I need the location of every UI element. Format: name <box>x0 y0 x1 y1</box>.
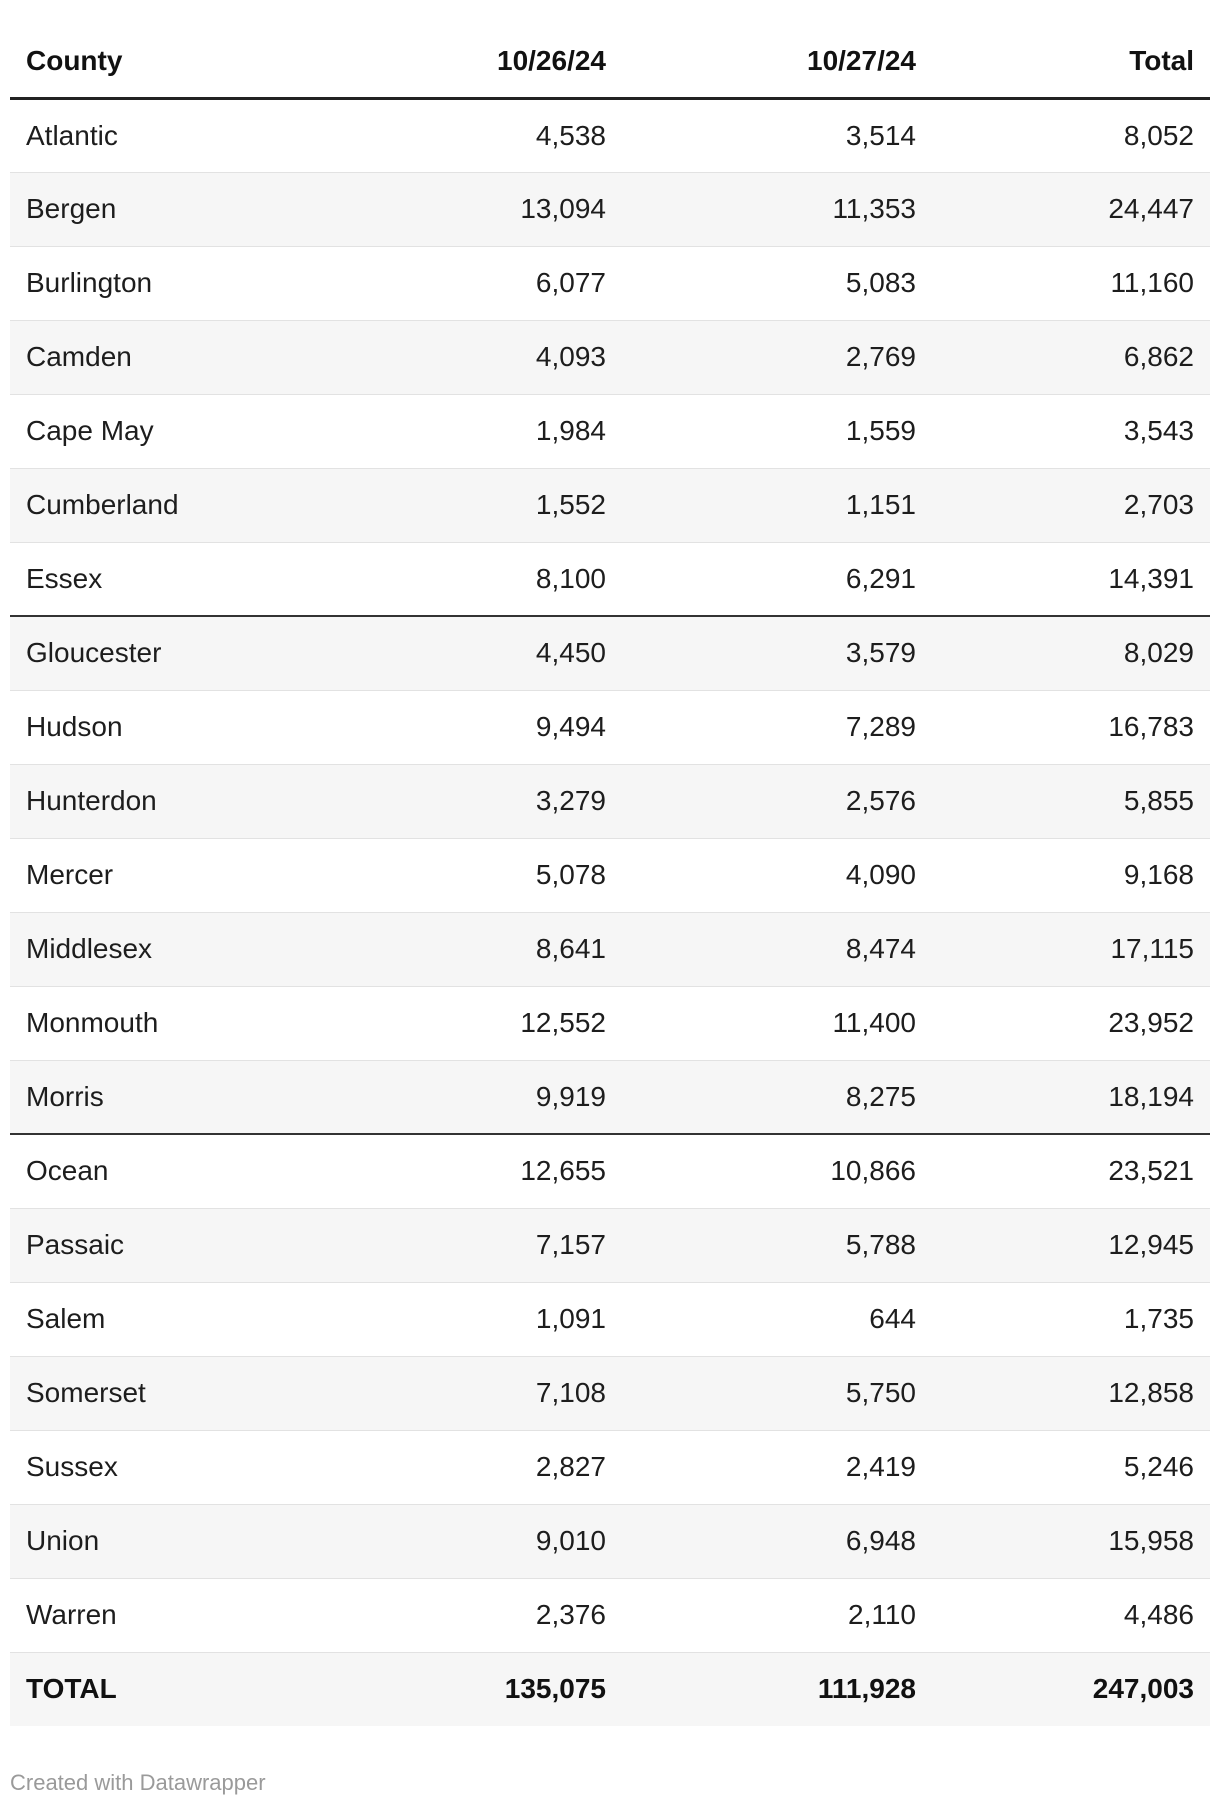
table-row <box>10 1430 1210 1504</box>
data-table <box>10 26 1210 1726</box>
cell-total: 15,958 <box>932 1504 1210 1578</box>
cell-total: 14,391 <box>932 542 1210 616</box>
cell-date-1: 6,077 <box>313 246 622 320</box>
cell-total: 23,521 <box>932 1134 1210 1208</box>
cell-date-1: 7,157 <box>313 1208 622 1282</box>
cell-date-1: 1,984 <box>313 394 622 468</box>
table-row <box>10 690 1210 764</box>
header-row <box>10 26 1210 98</box>
table-row <box>10 912 1210 986</box>
cell-date-2: 2,419 <box>622 1430 932 1504</box>
cell-county: Cumberland <box>10 468 313 542</box>
cell-date-1: 4,538 <box>313 98 622 172</box>
cell-county: Essex <box>10 542 313 616</box>
cell-date-2: 8,275 <box>622 1060 932 1134</box>
cell-county: Camden <box>10 320 313 394</box>
table-row <box>10 1504 1210 1578</box>
table-row <box>10 542 1210 616</box>
cell-total: 4,486 <box>932 1578 1210 1652</box>
cell-date-1: 7,108 <box>313 1356 622 1430</box>
cell-county: Middlesex <box>10 912 313 986</box>
cell-date-1: 8,100 <box>313 542 622 616</box>
cell-date-2: 10,866 <box>622 1134 932 1208</box>
cell-date-2: 7,289 <box>622 690 932 764</box>
cell-county: Somerset <box>10 1356 313 1430</box>
table-row <box>10 98 1210 172</box>
table-row <box>10 764 1210 838</box>
cell-total: 8,052 <box>932 98 1210 172</box>
cell-county: Ocean <box>10 1134 313 1208</box>
cell-total: 8,029 <box>932 616 1210 690</box>
table-row <box>10 394 1210 468</box>
cell-date-2: 5,083 <box>622 246 932 320</box>
column-header-date-2[interactable]: 10/27/24 <box>622 26 932 98</box>
cell-county: Hudson <box>10 690 313 764</box>
column-header-total[interactable]: Total <box>932 26 1210 98</box>
table-row <box>10 172 1210 246</box>
cell-total: 6,862 <box>932 320 1210 394</box>
table-row <box>10 986 1210 1060</box>
total-cell-date-1: 135,075 <box>313 1652 622 1726</box>
cell-date-2: 2,110 <box>622 1578 932 1652</box>
cell-total: 2,703 <box>932 468 1210 542</box>
cell-date-2: 3,514 <box>622 98 932 172</box>
cell-total: 17,115 <box>932 912 1210 986</box>
cell-date-2: 5,750 <box>622 1356 932 1430</box>
cell-total: 5,855 <box>932 764 1210 838</box>
table-row <box>10 1578 1210 1652</box>
cell-county: Passaic <box>10 1208 313 1282</box>
cell-county: Monmouth <box>10 986 313 1060</box>
cell-total: 1,735 <box>932 1282 1210 1356</box>
cell-date-1: 12,552 <box>313 986 622 1060</box>
cell-total: 16,783 <box>932 690 1210 764</box>
cell-county: Mercer <box>10 838 313 912</box>
cell-date-2: 2,769 <box>622 320 932 394</box>
cell-date-1: 9,494 <box>313 690 622 764</box>
cell-county: Sussex <box>10 1430 313 1504</box>
cell-date-2: 6,948 <box>622 1504 932 1578</box>
cell-date-1: 8,641 <box>313 912 622 986</box>
cell-date-1: 9,010 <box>313 1504 622 1578</box>
table-body <box>10 98 1210 1726</box>
cell-county: Atlantic <box>10 98 313 172</box>
datawrapper-credit[interactable]: Created with Datawrapper <box>10 1770 266 1795</box>
cell-county: Salem <box>10 1282 313 1356</box>
cell-county: Burlington <box>10 246 313 320</box>
cell-date-2: 1,151 <box>622 468 932 542</box>
cell-total: 23,952 <box>932 986 1210 1060</box>
cell-total: 3,543 <box>932 394 1210 468</box>
cell-total: 24,447 <box>932 172 1210 246</box>
cell-county: Warren <box>10 1578 313 1652</box>
cell-date-2: 2,576 <box>622 764 932 838</box>
cell-total: 5,246 <box>932 1430 1210 1504</box>
cell-date-1: 1,091 <box>313 1282 622 1356</box>
cell-date-1: 2,376 <box>313 1578 622 1652</box>
cell-total: 9,168 <box>932 838 1210 912</box>
cell-total: 12,858 <box>932 1356 1210 1430</box>
cell-total: 18,194 <box>932 1060 1210 1134</box>
cell-county: Union <box>10 1504 313 1578</box>
cell-date-1: 4,450 <box>313 616 622 690</box>
cell-county: Morris <box>10 1060 313 1134</box>
cell-county: Hunterdon <box>10 764 313 838</box>
cell-total: 11,160 <box>932 246 1210 320</box>
cell-date-1: 2,827 <box>313 1430 622 1504</box>
total-cell-date-2: 111,928 <box>622 1652 932 1726</box>
cell-date-2: 5,788 <box>622 1208 932 1282</box>
table-row <box>10 1060 1210 1134</box>
total-row <box>10 1652 1210 1726</box>
cell-date-1: 1,552 <box>313 468 622 542</box>
column-header-county[interactable]: County <box>10 26 313 98</box>
table-row <box>10 1356 1210 1430</box>
cell-county: Gloucester <box>10 616 313 690</box>
cell-date-2: 3,579 <box>622 616 932 690</box>
cell-date-2: 1,559 <box>622 394 932 468</box>
table-row <box>10 1134 1210 1208</box>
cell-date-1: 5,078 <box>313 838 622 912</box>
table-row <box>10 1208 1210 1282</box>
cell-total: 12,945 <box>932 1208 1210 1282</box>
total-cell-total: 247,003 <box>932 1652 1210 1726</box>
cell-date-2: 8,474 <box>622 912 932 986</box>
table-row <box>10 1282 1210 1356</box>
cell-date-2: 11,400 <box>622 986 932 1060</box>
table-row <box>10 838 1210 912</box>
table-row <box>10 468 1210 542</box>
cell-date-1: 3,279 <box>313 764 622 838</box>
cell-date-2: 4,090 <box>622 838 932 912</box>
cell-date-1: 4,093 <box>313 320 622 394</box>
cell-date-2: 644 <box>622 1282 932 1356</box>
table-row <box>10 616 1210 690</box>
cell-date-2: 6,291 <box>622 542 932 616</box>
cell-date-1: 13,094 <box>313 172 622 246</box>
cell-date-2: 11,353 <box>622 172 932 246</box>
cell-date-1: 9,919 <box>313 1060 622 1134</box>
cell-date-1: 12,655 <box>313 1134 622 1208</box>
total-cell-county: TOTAL <box>10 1652 313 1726</box>
cell-county: Bergen <box>10 172 313 246</box>
cell-county: Cape May <box>10 394 313 468</box>
column-header-date-1[interactable]: 10/26/24 <box>313 26 622 98</box>
table-row <box>10 320 1210 394</box>
table-row <box>10 246 1210 320</box>
